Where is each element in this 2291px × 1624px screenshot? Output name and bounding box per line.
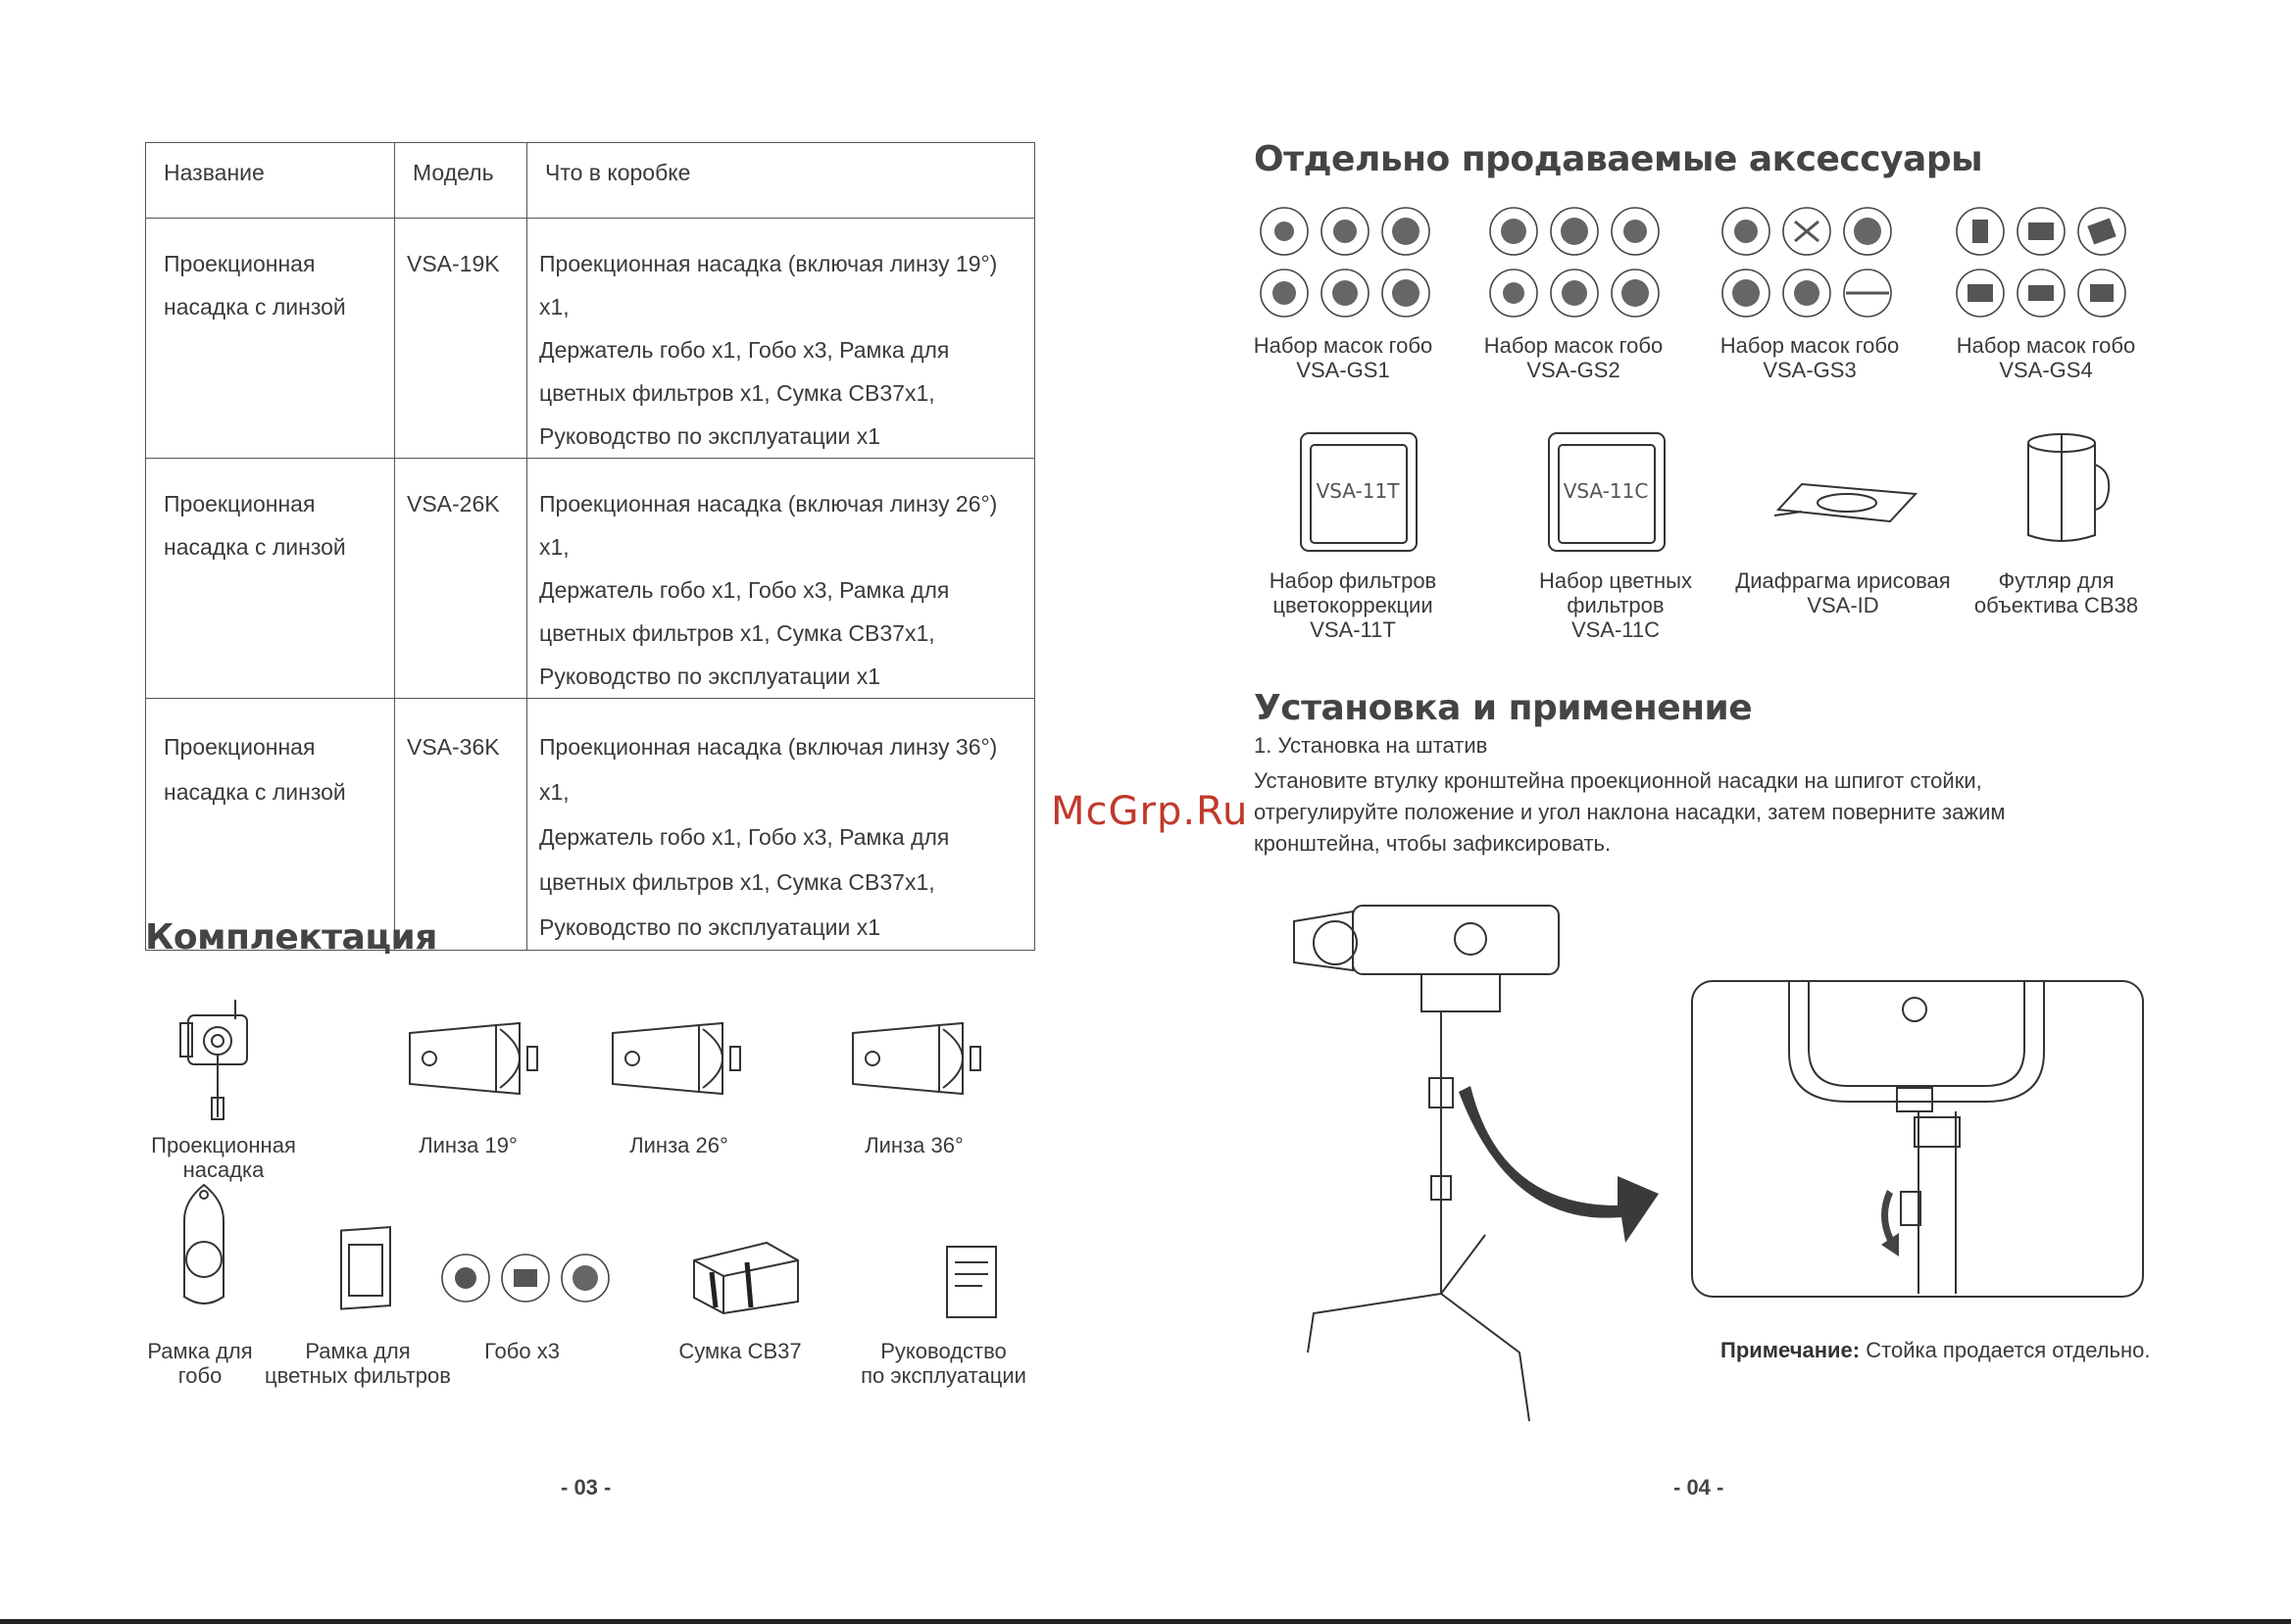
gobo-set-gs3-icons [1721,206,1888,319]
table-cell-name: Проекционная насадка с линзой [146,699,395,951]
table-cell-name: Проекционная насадка с линзой [146,459,395,699]
color-filter-frame-illustration [335,1227,394,1315]
filter-set-11t-illustration [1299,431,1419,554]
table-cell-box: Проекционная насадка (включая линзу 36°) x1, Держатель гобо x1, Гобо x3, Рамка для цветных фильтров x1, Сумка CB37x1, Руководство по эксплуатации x1 [527,699,1035,951]
accessory-caption: Футляр для объектива CB38 [1973,568,2139,617]
lens-26-illustration [605,1019,752,1098]
gobo-set-gs4-icons [1956,206,2122,319]
accessory-caption: Набор цветных фильтров VSA-11C [1539,568,1692,642]
gobo-set-caption: Набор масок гобо VSA-GS1 [1253,333,1433,382]
kit-caption: Гобо x3 [484,1339,560,1363]
gobo-set-gs2-icons [1489,206,1656,319]
table-header-box: Что в коробке [527,143,1035,219]
kit-caption: Линза 26° [629,1133,728,1157]
gobo-set-caption: Набор масок гобо VSA-GS2 [1483,333,1664,382]
kit-caption: Сумка CB37 [678,1339,802,1363]
filter-set-11t-logo: VSA-11T [1316,479,1400,503]
table-cell-box: Проекционная насадка (включая линзу 26°) x1, Держатель гобо x1, Гобо x3, Рамка для цветных фильтров x1, Сумка CB37x1, Руководство по эксплуатации x1 [527,459,1035,699]
table-row [146,699,1035,951]
lens-36-illustration [845,1019,992,1098]
accessory-caption: Набор фильтров цветокоррекции VSA-11T [1269,568,1437,642]
bracket-detail-illustration [1691,980,2142,1296]
kit-caption: Руководство по эксплуатации [861,1339,1026,1388]
lens-case-cb38-illustration [2022,431,2111,547]
table-header-model: Модель [395,143,527,219]
page-number-left: - 03 - [561,1475,612,1500]
gobo-x3-illustration [441,1252,613,1304]
bag-cb37-illustration [688,1237,801,1315]
kit-caption: Рамка для гобо [147,1339,253,1388]
accessory-caption: Диафрагма ирисовая VSA-ID [1735,568,1951,617]
filter-set-11c-logo: VSA-11C [1563,479,1649,503]
gobo-set-caption: Набор масок гобо VSA-GS4 [1956,333,2136,382]
kit-caption: Линза 19° [419,1133,518,1157]
install-title: Установка и применение [1254,688,1753,728]
install-note: Примечание: Стойка продается отдельно. [1720,1338,2151,1362]
filter-set-11c-illustration [1547,431,1667,554]
table-cell-model: VSA-36K [395,699,527,951]
kit-caption: Линза 36° [865,1133,964,1157]
table-row [146,219,1035,459]
install-paragraph: Установите втулку кронштейна проекционной насадки на шпигот стойки, отрегулируйте положение и угол наклона насадки, затем поверните зажим кронштейна, чтобы зафиксировать. [1254,768,2006,856]
iris-diaphragm-illustration [1772,478,1919,527]
kit-caption: Рамка для цветных фильтров [265,1339,451,1388]
gobo-frame-illustration [174,1181,233,1313]
gobo-set-caption: Набор масок гобо VSA-GS3 [1719,333,1900,382]
table-cell-model: VSA-19K [395,219,527,459]
accessories-title: Отдельно продаваемые аксессуары [1254,139,1983,179]
table-cell-model: VSA-26K [395,459,527,699]
table-cell-name: Проекционная насадка с линзой [146,219,395,459]
table-cell-box: Проекционная насадка (включая линзу 19°) x1, Держатель гобо x1, Гобо x3, Рамка для цветных фильтров x1, Сумка CB37x1, Руководство по эксплуатации x1 [527,219,1035,459]
projection-attachment-illustration [176,990,274,1127]
bottom-border [0,1619,2291,1624]
gobo-set-gs1-icons [1260,206,1426,319]
manual-illustration [943,1243,1002,1321]
page-number-right: - 04 - [1673,1475,1724,1500]
rotate-arrow-icon [1881,1190,1899,1256]
table-header-name: Название [146,143,395,219]
contents-table [145,142,1035,951]
lens-19-illustration [402,1019,549,1098]
table-header-row [146,143,1035,219]
light-stand-illustration [1284,882,1627,1431]
install-step: 1. Установка на штатив [1254,733,1488,758]
table-row [146,459,1035,699]
kit-caption: Проекционная насадка [151,1133,296,1182]
watermark: McGrp.Ru [1051,789,1249,834]
kit-title: Комплектация [145,917,437,958]
arrow-icon [1459,1086,1659,1243]
